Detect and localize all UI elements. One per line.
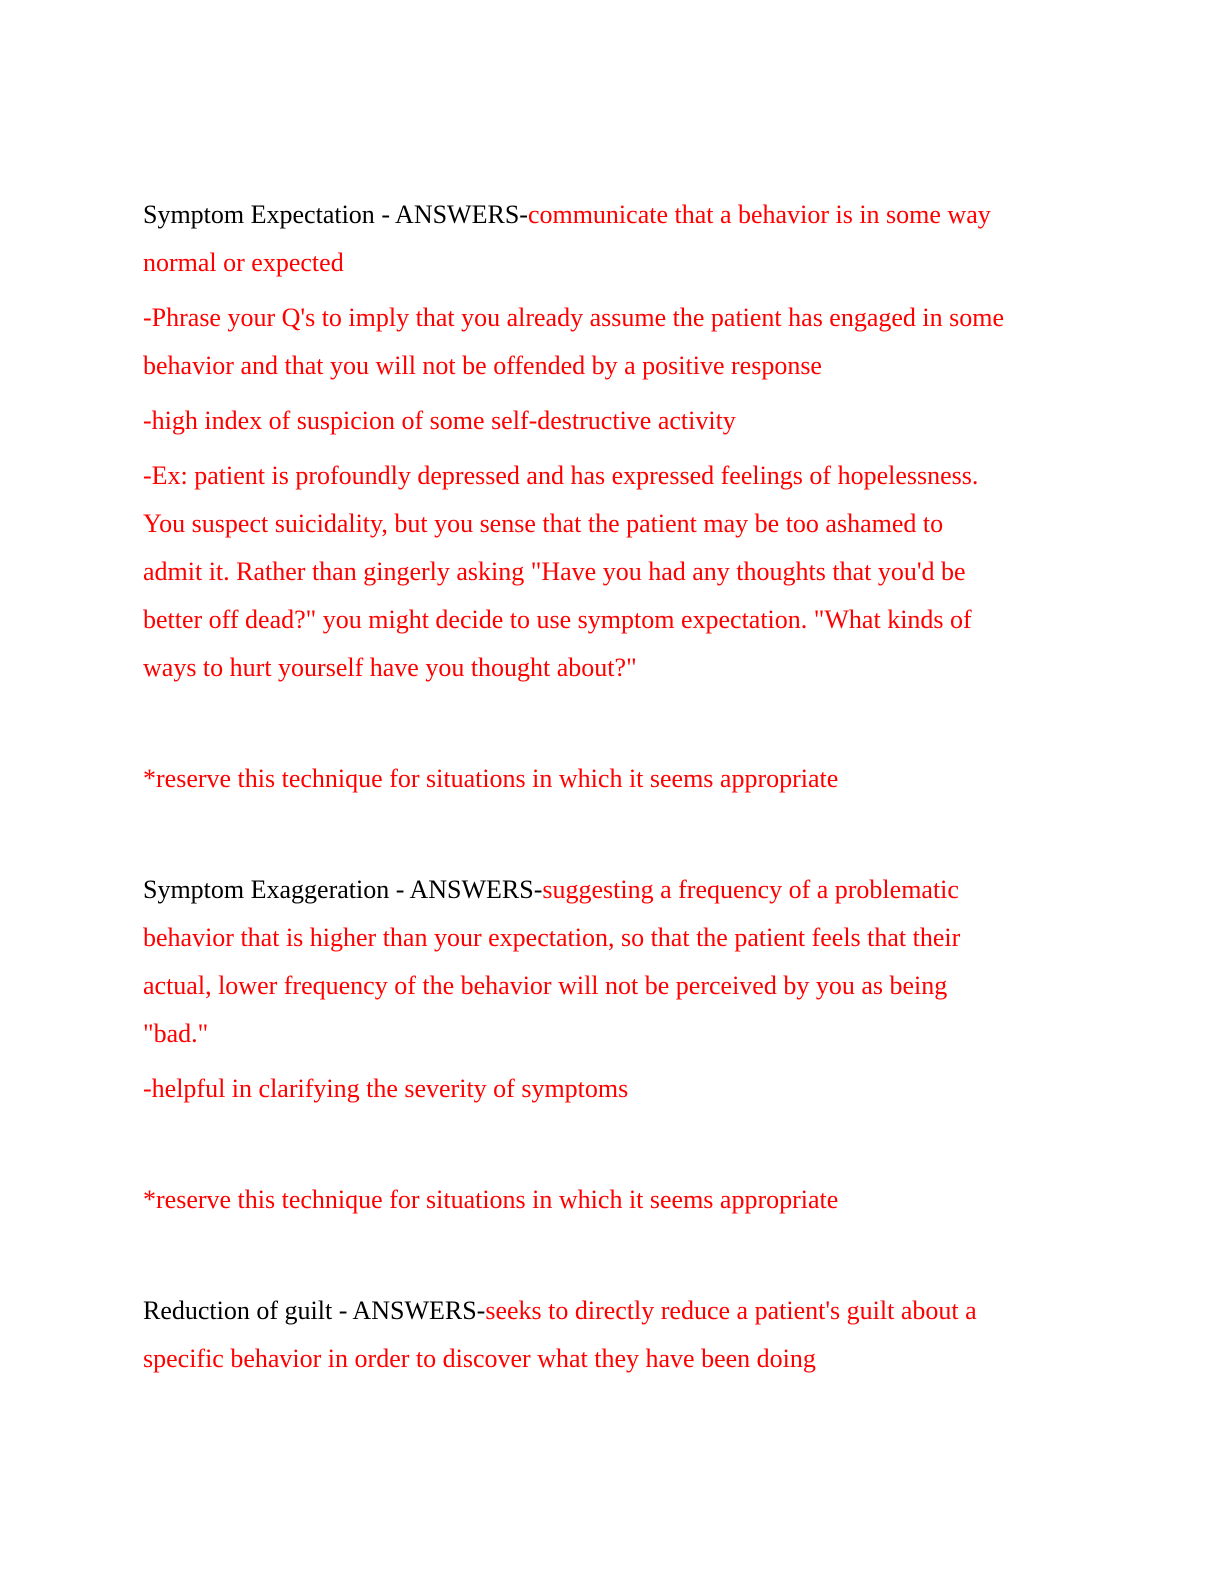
flashcard-entry [143,1291,1083,1387]
entry-note: *reserve this technique for situations in which it seems appropriate [143,764,839,793]
flashcard-entry [143,195,1083,807]
point-line: better off dead?" you might decide to use symptom expectation. "What kinds of [143,605,972,634]
blank-line [143,807,1083,870]
point-line: You suspect suicidality, but you sense that the patient may be too ashamed to [143,509,944,538]
entry-answer-line: communicate that a behavior is in some way [527,200,991,229]
entry-answer-line: behavior that is higher than your expectation, so that the patient feels that their [143,923,961,952]
entry-term: Reduction of guilt [143,1296,333,1325]
blank-line [143,1117,1083,1180]
entry-separator: - ANSWERS- [389,875,543,904]
entry-term: Symptom Exaggeration [143,875,390,904]
entry-answer-line: suggesting a frequency of a problematic [542,875,959,904]
point-line: -Ex: patient is profoundly depressed and has expressed feelings of hopelessness. [143,461,979,490]
point-line: behavior and that you will not be offended by a positive response [143,351,822,380]
flashcard-entry [143,870,1083,1228]
point-line: ways to hurt yourself have you thought about?" [143,653,637,682]
entry-answer-line: actual, lower frequency of the behavior will not be perceived by you as being [143,971,948,1000]
point-line: -helpful in clarifying the severity of symptoms [143,1074,629,1103]
entry-first-line [143,870,1083,918]
point-line: admit it. Rather than gingerly asking "Have you had any thoughts that you'd be [143,557,966,586]
blank-line [143,1228,1083,1291]
entry-answer-line: normal or expected [143,248,344,277]
entry-note: *reserve this technique for situations in which it seems appropriate [143,1185,839,1214]
entry-answer-line: specific behavior in order to discover what they have been doing [143,1344,816,1373]
document-page [143,195,1083,1387]
entry-separator: - ANSWERS- [332,1296,486,1325]
point-line: -Phrase your Q's to imply that you already assume the patient has engaged in some [143,303,1005,332]
entry-first-line [143,1291,1083,1339]
entry-first-line [143,195,1083,243]
entry-separator: - ANSWERS- [374,200,528,229]
entry-answer-line: "bad." [143,1019,209,1048]
point-line: -high index of suspicion of some self-destructive activity [143,406,736,435]
entry-term: Symptom Expectation [143,200,375,229]
entry-answer-line: seeks to directly reduce a patient's guilt about a [485,1296,977,1325]
blank-line [143,696,1083,759]
